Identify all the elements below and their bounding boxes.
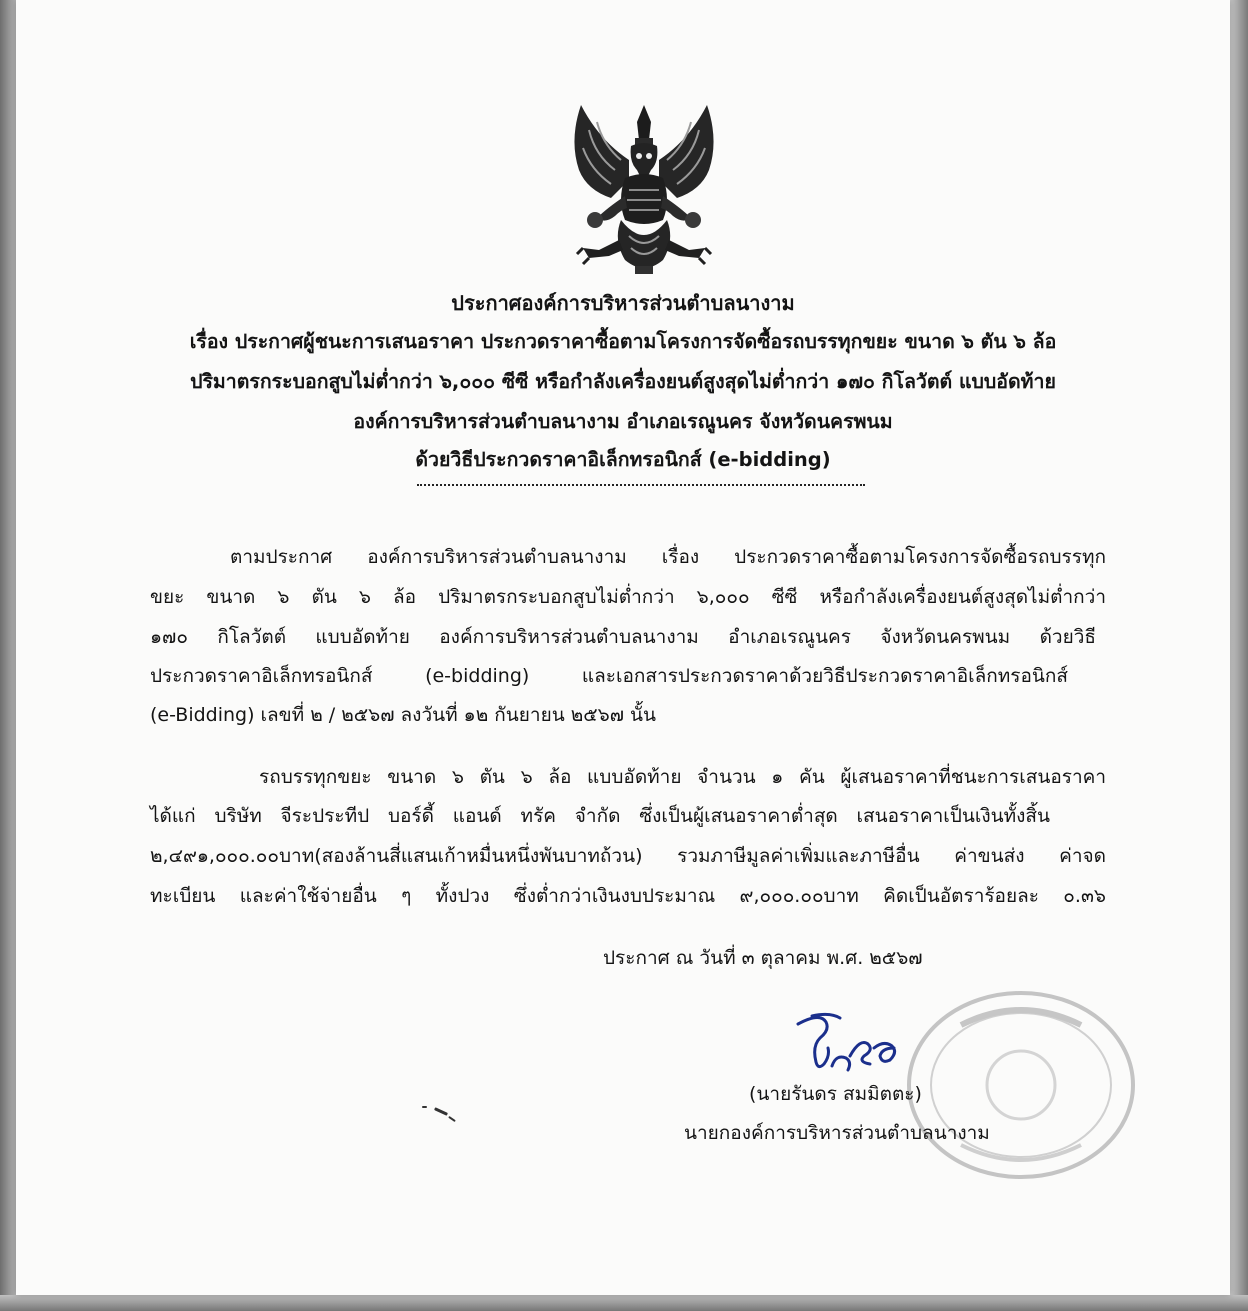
document-page bbox=[16, 0, 1230, 1295]
subject-line-3: องค์การบริหารส่วนตำบลนางาม อำเภอเรณูนคร จังหวัดนครพนม bbox=[353, 410, 893, 433]
paragraph-1-line-1: ตามประกาศ องค์การบริหารส่วนตำบลนางาม เรื่อง ประกวดราคาซื้อตามโครงการจัดซื้อรถบรรทุก bbox=[230, 546, 1106, 568]
signatory-name: (นายรันดร สมมิตตะ) bbox=[749, 1083, 922, 1105]
official-stamp bbox=[901, 985, 1141, 1185]
scan-edge-left bbox=[0, 0, 16, 1311]
paragraph-2-line-3: ๒,๔๙๑,๐๐๐.๐๐บาท(สองล้านสี่แสนเก้าหมื่นหนึ่งพันบาทถ้วน) รวมภาษีมูลค่าเพิ่มและภาษีอื่น ค่าขนส่ง ค่าจด bbox=[150, 845, 1106, 867]
paragraph-1-line-3: ๑๗๐ กิโลวัตต์ แบบอัดท้าย องค์การบริหารส่วนตำบลนางาม อำเภอเรณูนคร จังหวัดนครพนม ด้วยวิธี bbox=[150, 626, 1096, 648]
garuda-emblem-icon bbox=[559, 100, 729, 280]
scan-edge-bottom bbox=[0, 1295, 1248, 1311]
paragraph-2-line-2: ได้แก่ บริษัท จีระประทีป บอร์ดี้ แอนด์ ทรัค จำกัด ซึ่งเป็นผู้เสนอราคาต่ำสุด เสนอราคาเป็นเงินทั้งสิ้น bbox=[150, 805, 1050, 827]
subject-line-4: ด้วยวิธีประกวดราคาอิเล็กทรอนิกส์ (e-bidding) bbox=[415, 448, 831, 471]
paragraph-1-line-5: (e-Bidding) เลขที่ ๒ / ๒๕๖๗ ลงวันที่ ๑๒ กันยายน ๒๕๖๗ นั้น bbox=[150, 704, 657, 726]
scan-speck bbox=[448, 1116, 456, 1122]
subject-line-2: ปริมาตรกระบอกสูบไม่ต่ำกว่า ๖,๐๐๐ ซีซี หรือกำลังเครื่องยนต์สูงสุดไม่ต่ำกว่า ๑๗๐ กิโลวัตต์ แบบอัดท้าย bbox=[190, 370, 1056, 393]
paragraph-2-line-4: ทะเบียน และค่าใช้จ่ายอื่น ๆ ทั้งปวง ซึ่งต่ำกว่าเงินงบประมาณ ๙,๐๐๐.๐๐บาท คิดเป็นอัตราร้อยละ ๐.๓๖ bbox=[150, 885, 1106, 907]
scan-speck bbox=[422, 1106, 427, 1108]
paragraph-2-line-1: รถบรรทุกขยะ ขนาด ๖ ตัน ๖ ล้อ แบบอัดท้าย จำนวน ๑ คัน ผู้เสนอราคาที่ชนะการเสนอราคา bbox=[259, 766, 1106, 788]
dotted-divider bbox=[417, 484, 865, 486]
subject-line-1: เรื่อง ประกาศผู้ชนะการเสนอราคา ประกวดราคาซื้อตามโครงการจัดซื้อรถบรรทุกขยะ ขนาด ๖ ตัน ๖ ล้อ bbox=[189, 330, 1057, 353]
scan-speck bbox=[434, 1107, 448, 1116]
signature-mark bbox=[790, 1008, 920, 1078]
paragraph-1-line-2: ขยะ ขนาด ๖ ตัน ๖ ล้อ ปริมาตรกระบอกสูบไม่ต่ำกว่า ๖,๐๐๐ ซีซี หรือกำลังเครื่องยนต์สูงสุดไม่ต่ำกว่า bbox=[150, 586, 1106, 608]
announcement-date: ประกาศ ณ วันที่ ๓ ตุลาคม พ.ศ. ๒๕๖๗ bbox=[603, 947, 923, 969]
announcement-title: ประกาศองค์การบริหารส่วนตำบลนางาม bbox=[451, 291, 795, 315]
paragraph-1-line-4: ประกวดราคาอิเล็กทรอนิกส์ (e-bidding) และเอกสารประกวดราคาด้วยวิธีประกวดราคาอิเล็กทรอนิกส์ bbox=[150, 665, 1068, 687]
scan-edge-right bbox=[1230, 0, 1248, 1311]
signatory-title: นายกองค์การบริหารส่วนตำบลนางาม bbox=[684, 1122, 990, 1144]
